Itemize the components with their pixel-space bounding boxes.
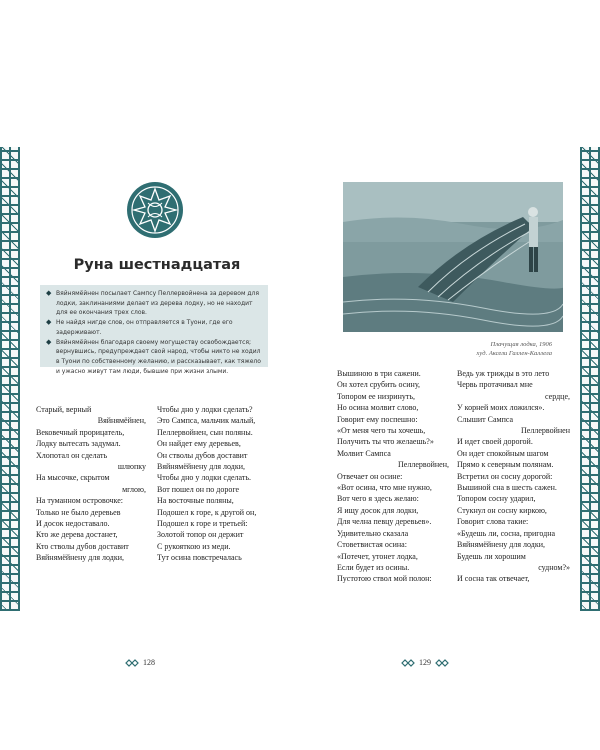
poem-line: Удивительно сказала [337,528,409,538]
poem-line: Топором сосну ударил, [457,494,536,504]
summary-item [46,318,262,337]
poem-line: Подошел к горе, к другой он, [157,507,257,517]
poem-line: Чтобы дно у лодки сделать? [157,405,253,414]
poem-line: Кто же дерева достанет, [36,530,118,540]
summary-item [46,338,262,377]
left-ornamental-border [0,147,20,611]
diamond-bullet-icon: ◆ [46,289,52,297]
poem-line: И сосна так отвечает, [457,574,530,584]
poem-line: Вековечный прорицатель, [36,427,125,437]
poem-line: Он стволы дубов доставит [157,450,248,460]
poem-line: Отвечает он осине: [337,471,403,481]
poem-column-3 [337,368,449,585]
poem-line: Если будет из осины. [337,562,410,572]
poem-line: мглою, [122,484,146,494]
poem-line: сердце, [545,391,570,401]
poem-line: Пеллервойнен, [398,460,449,470]
poem-line: И досок недоставало. [36,519,110,529]
poem-line: На мысочке, скрытом [36,473,110,483]
poem-line: Будешь ли хорошим [457,551,526,561]
summary-text: Вяйнямёйнен посылает Сампсу Пеллервойнена за деревом для лодки, заклинаниями делает из дерева лодку, но не находит для ее окончания трех слов. [56,290,259,317]
poem-line: «Потечет, утонет лодка, [337,551,418,561]
poem-line: На восточные поляны, [157,496,234,506]
poem-column-1 [36,404,146,564]
diamond-bullet-icon: ◆ [46,337,52,346]
poem-line: С рукояткою из меди. [157,541,231,551]
knot-ornament-icon [435,659,449,667]
summary-text: Не найдя нигде слов, он отправляется в Туони, где его задерживают. [56,319,233,336]
page-footer-left [125,658,155,667]
poem-line: Чтобы дно у лодки сделать. [157,473,252,483]
poem-line: Вяйнямёйнену для лодки, [157,462,246,472]
poem-line: шлюпку [117,462,146,472]
poem-line: Он хотел срубить осину, [337,380,421,390]
painting-illustration [343,182,563,332]
summary-text: Вяйнямёйнен благодаря своему могуществу освобождается; вернувшись, предупреждает свой народ, чтобы никто не ходил в Туони по собственному желанию, и рассказывает, как тяжело и ужасно живут там люди, бывшие при жизни злыми. [56,338,261,375]
poem-line: Говорит слова такие: [457,517,529,527]
poem-line: Тут осина повстречалась [157,553,242,563]
poem-line: Стукнул он сосну киркою, [457,505,547,515]
poem-line: «Будешь ли, сосна, пригодна [457,528,556,538]
poem-line: Лодку вытесать задумал. [36,439,121,449]
poem-line: Старый, верный [36,405,92,414]
caption-artist: худ. Аксели Галлен-Каллела [476,350,552,357]
poem-line: Вот пошел он по дороге [157,484,240,494]
poem-line: Получить ты что желаешь?» [337,437,434,447]
poem-line: Но осина молвит слово, [337,403,419,413]
summary-item [46,289,262,318]
poem-line: Молвит Сампса [337,448,391,458]
poem-line: Вышиною в три сажени. [337,369,421,378]
chapter-title: Руна шестнадцатая [73,257,241,273]
poem-line: Вяйнямёйнен, [97,416,146,426]
poem-line: Он идет спокойным шагом [457,448,549,458]
poem-line: Вот чего я здесь желаю: [337,494,419,504]
poem-line: Вышиной сна в шесть сажен. [457,483,557,493]
page-footer-right [401,658,449,667]
celtic-knot-emblem-icon [125,180,185,240]
diamond-bullet-icon: ◆ [46,318,52,327]
poem-line: Подошел к горе и третьей: [157,519,248,529]
poem-line: Червь протачивал мне [457,380,533,390]
poem-line: Это Сампса, мальчик малый, [157,416,256,426]
poem-line: Для челна певцу деревьев». [337,517,432,527]
painting-caption [380,340,552,358]
poem-line: Ведь уж трижды в это лето [457,369,550,378]
knot-ornament-icon [125,659,139,667]
poem-line: Говорит ему поспешно: [337,414,418,424]
caption-title: Плачущая лодка, 1906 [490,341,552,348]
poem-line: Стоветвистая осина: [337,540,407,550]
poem-line: Вяйнямёйнену для лодки, [36,553,125,563]
poem-line: Только не было деревьев [36,507,121,517]
poem-line: Пеллервойнен [521,426,570,436]
page-number: 129 [419,658,431,667]
poem-column-2 [157,404,272,564]
poem-line: Встретил он сосну дорогой: [457,471,553,481]
poem-line: Кто стволы дубов доставит [36,541,129,551]
poem-line: У корней моих ложился». [457,403,545,413]
chapter-summary-box [40,285,268,375]
poem-line: Прямо к северным полянам. [457,460,554,470]
poem-line: «Вот осина, что мне нужно, [337,483,432,493]
poem-column-4 [457,368,570,585]
poem-line: Он найдет ему деревьев, [157,439,241,449]
poem-line: Топором ее низринуть, [337,391,416,401]
knot-ornament-icon [401,659,415,667]
right-ornamental-border [580,147,600,611]
poem-line: Хлопотал он сделать [36,450,108,460]
poem-line: Слышит Сампса [457,414,514,424]
poem-line: Золотой топор он держит [157,530,244,540]
poem-line: Я ищу досок для лодки, [337,505,419,515]
poem-line: И идет своей дорогой. [457,437,533,447]
poem-line: судном?» [538,562,570,572]
poem-line: «От меня чего ты хочешь, [337,426,426,436]
poem-line: Пустотою ствол мой полон: [337,574,432,584]
poem-line: Пеллервойнен, сын поляны. [157,427,253,437]
poem-line: На туманном островочке: [36,496,123,506]
page-number: 128 [143,658,155,667]
poem-line: Вяйнямёйнену для лодки, [457,540,546,550]
